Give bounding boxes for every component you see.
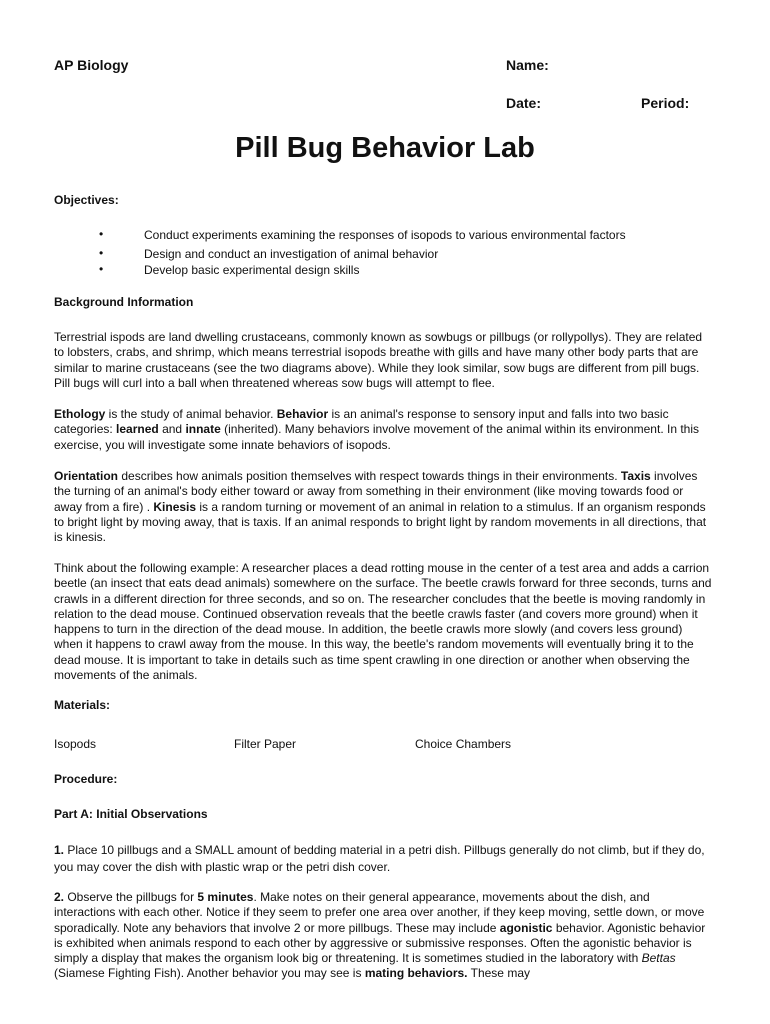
background-paragraph-4: Think about the following example: A researcher places a dead rotting mouse in the center of a test area and adds a carrion beetle (an insect that eats dead animals) somewhere on the surface. The beetle crawls forward for three seconds, turns and crawls in a different direction for three seconds, and so on. The researcher concludes that the beetle is moving randomly in relation to the dead mouse. Continued observation reveals that the beetle crawls faster (and covers more ground) when it happens to turn in the direction of the dead mouse. In addition, the beetle crawls more slowly (and covers less ground) when it happens to crawl away from the mouse. In this way, the beetle's random movements will eventually bring it to the dead mouse. It is important to take in details such as time spent crawling in one direction or another when observing the movements of the animals. xyxy=(54,561,712,683)
material-item: Isopods xyxy=(54,737,97,751)
page-title: Pill Bug Behavior Lab xyxy=(235,132,535,164)
procedure-step-2: 2. Observe the pillbugs for 5 minutes. Make notes on their general appearance, movements about the dish, and interactions with each other. Notice if they seem to prefer one area over another, if they keep moving, settle down, or move sporadically. Note any behaviors that involve 2 or more pillbugs. These may include agonistic behavior. Agonistic behavior is exhibited when animals respond to each other by aggressive or submissive responses. Often the agonistic behavior is simply a display that makes the organism look big or threatening. It is sometimes studied in the laboratory with Bettas (Siamese Fighting Fish). Another behavior you may see is mating behaviors. These may xyxy=(54,890,706,981)
bullet-icon: • xyxy=(99,227,104,241)
material-item: Filter Paper xyxy=(234,737,297,751)
procedure-heading: Procedure: xyxy=(54,772,118,786)
background-paragraph-1: Terrestrial ispods are land dwelling crustaceans, commonly known as sowbugs or pillbugs (or rollypollys). They are related to lobsters, crabs, and shrimp, which means terrestrial isopods breathe with gills and have many other body parts that are similar to marine crustaceans (see the two diagrams above). While they look similar, sow bugs are different from pill bugs. Pill bugs will curl into a ball when threatened whereas sow bugs will attempt to flee. xyxy=(54,330,703,390)
material-item: Choice Chambers xyxy=(415,737,512,751)
materials-heading: Materials: xyxy=(54,698,111,712)
period-label: Period: xyxy=(641,95,690,111)
objectives-heading: Objectives: xyxy=(54,193,119,207)
part-a-heading: Part A: Initial Observations xyxy=(54,807,208,821)
procedure-step-1: 1. Place 10 pillbugs and a SMALL amount of bedding material in a petri dish. Pillbugs generally do not climb, but if they do, you may cover the dish with plastic wrap or the petri dish cover. xyxy=(54,843,705,874)
bullet-icon: • xyxy=(99,246,104,260)
course-name: AP Biology xyxy=(54,57,129,73)
background-paragraph-2: Ethology is the study of animal behavior. Behavior is an animal's response to sensory input and falls into two basic categories: learned and innate (inherited). Many behaviors involve movement of the animal within its environment. In this exercise, you will investigate some innate behaviors of isopods. xyxy=(54,407,699,452)
date-label: Date: xyxy=(506,95,542,111)
background-heading: Background Information xyxy=(54,295,194,309)
background-paragraph-3: Orientation describes how animals position themselves with respect towards things in their environments. Taxis involves the turning of an animal's body either toward or away from something in their environment (like moving towards food or away from a fire) . Kinesis is a random turning or movement of an animal in relation to a stimulus. If an organism responds to bright light by moving away, that is taxis. If an animal responds to bright light by random movements in all directions, that is kinesis. xyxy=(54,469,707,545)
name-label: Name: xyxy=(506,57,549,73)
bullet-icon: • xyxy=(99,262,104,276)
